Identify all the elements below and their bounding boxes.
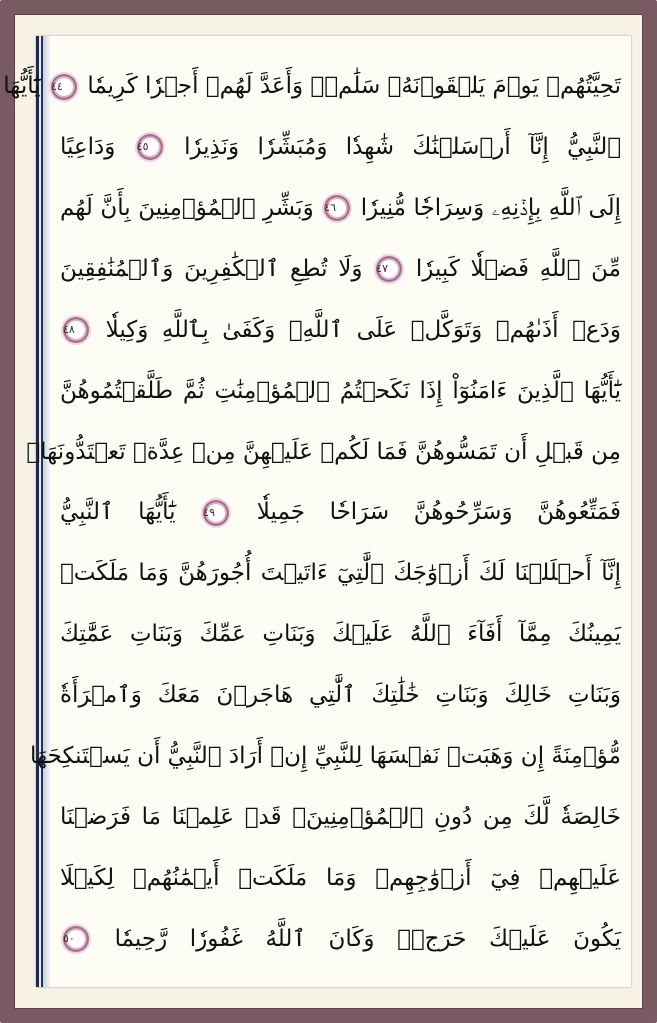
ayah-text-continued: يَٰٓأَيُّهَا — [3, 73, 41, 99]
ayah-number-marker: ٤٨ — [63, 317, 89, 343]
ayah-text-continued: وَدَاعِيًا — [60, 133, 116, 160]
ayah-text: ٱلنَّبِيُّ إِنَّآ أَرۡسَلۡنَٰكَ شَٰهِدٗا وَمُبَشِّرٗا وَنَذِيرٗا — [184, 133, 622, 160]
text-line — [60, 797, 621, 837]
ayah-number-marker: ٤٦ — [324, 195, 350, 221]
ayah-number-marker: ٤٤ — [51, 74, 77, 100]
text-line — [26, 432, 621, 472]
ayah-text-continued: وَبَشِّرِ ٱلۡمُؤۡمِنِينَ بِأَنَّ لَهُم — [60, 194, 314, 221]
text-line — [60, 310, 621, 350]
text-line — [30, 736, 621, 776]
ayah-number-marker: ٤٥ — [137, 134, 163, 160]
text-line — [60, 188, 621, 228]
ayah-number-marker: ٤٩ — [203, 500, 229, 526]
text-line — [60, 675, 621, 715]
text-line — [60, 249, 621, 289]
ayah-text: وَبَنَاتِ خَالِكَ وَبَنَاتِ خَٰلَٰتِكَ ٱلَّٰتِي هَاجَرۡنَ مَعَكَ وَٱمۡرَأَةٗ — [60, 682, 621, 709]
ayah-text-block — [3, 66, 622, 959]
ayah-text: إِنَّآ أَحۡلَلۡنَا لَكَ أَزۡوَٰجَكَ ٱلَّٰتِيٓ ءَاتَيۡتَ أُجُورَهُنَّ وَمَا مَلَكَتۡ — [60, 560, 621, 587]
ayah-text: وَدَعۡ أَذَىٰهُمۡ وَتَوَكَّلۡ عَلَى ٱللَّهِۚ وَكَفَىٰ بِٱللَّهِ وَكِيلٗا — [105, 316, 622, 343]
text-line — [60, 127, 621, 167]
quran-page — [3, 36, 631, 987]
ayah-text: تَحِيَّتُهُمۡ يَوۡمَ يَلۡقَوۡنَهُۥ سَلَٰمٞۚ وَأَعَدَّ لَهُمۡ أَجۡرٗا كَرِيمٗا — [87, 73, 621, 99]
ayah-text: عَلَيۡهِمۡ فِيٓ أَزۡوَٰجِهِمۡ وَمَا مَلَكَتۡ أَيۡمَٰنُهُمۡ لِكَيۡلَا — [60, 864, 621, 891]
ayah-text: مُّؤۡمِنَةً إِن وَهَبَتۡ نَفۡسَهَا لِلنَّبِيِّ إِنۡ أَرَادَ ٱلنَّبِيُّ أَن يَسۡتَنكِحَهَا — [30, 743, 621, 770]
text-line — [60, 553, 621, 593]
ayah-number-marker: ٥٠ — [63, 926, 89, 952]
text-line — [60, 919, 621, 959]
text-line — [60, 858, 621, 898]
ayah-text-continued: يَٰٓأَيُّهَا ٱلنَّبِيُّ — [60, 499, 176, 526]
text-line — [60, 492, 621, 532]
text-line — [60, 371, 621, 411]
text-line — [3, 66, 621, 106]
ayah-text: يَمِينُكَ مِمَّآ أَفَآءَ ٱللَّهُ عَلَيۡكَ وَبَنَاتِ عَمِّكَ وَبَنَاتِ عَمَّٰتِكَ — [60, 621, 621, 648]
book-spine — [36, 36, 50, 987]
text-line — [60, 614, 621, 654]
ayah-text-continued: وَلَا تُطِعِ ٱلۡكَٰفِرِينَ وَٱلۡمُنَٰفِقِينَ — [60, 255, 363, 282]
ayah-text: يَكُونَ عَلَيۡكَ حَرَجٞۗ وَكَانَ ٱللَّهُ غَفُورٗا رَّحِيمٗا — [114, 925, 622, 952]
ayah-text: مِن قَبۡلِ أَن تَمَسُّوهُنَّ فَمَا لَكُمۡ عَلَيۡهِنَّ مِنۡ عِدَّةٖ تَعۡتَدُّونَهَاۖ — [26, 438, 621, 465]
ayah-text: مِّنَ ٱللَّهِ فَضۡلٗا كَبِيرٗا — [415, 255, 621, 282]
ayah-text: خَالِصَةٗ لَّكَ مِن دُونِ ٱلۡمُؤۡمِنِينَۗ قَدۡ عَلِمۡنَا مَا فَرَضۡنَا — [60, 804, 621, 831]
ayah-number-marker: ٤٧ — [376, 256, 402, 282]
ayah-text: فَمَتِّعُوهُنَّ وَسَرِّحُوهُنَّ سَرَاحٗا جَمِيلٗا — [256, 499, 621, 526]
ayah-text: يَٰٓأَيُّهَا ٱلَّذِينَ ءَامَنُوٓاْ إِذَا نَكَحۡتُمُ ٱلۡمُؤۡمِنَٰتِ ثُمَّ طَلَّقۡتُمُوهُنَّ — [60, 377, 621, 404]
ayah-text: إِلَى ٱللَّهِ بِإِذۡنِهِۦ وَسِرَاجٗا مُّنِيرٗا — [360, 194, 622, 221]
